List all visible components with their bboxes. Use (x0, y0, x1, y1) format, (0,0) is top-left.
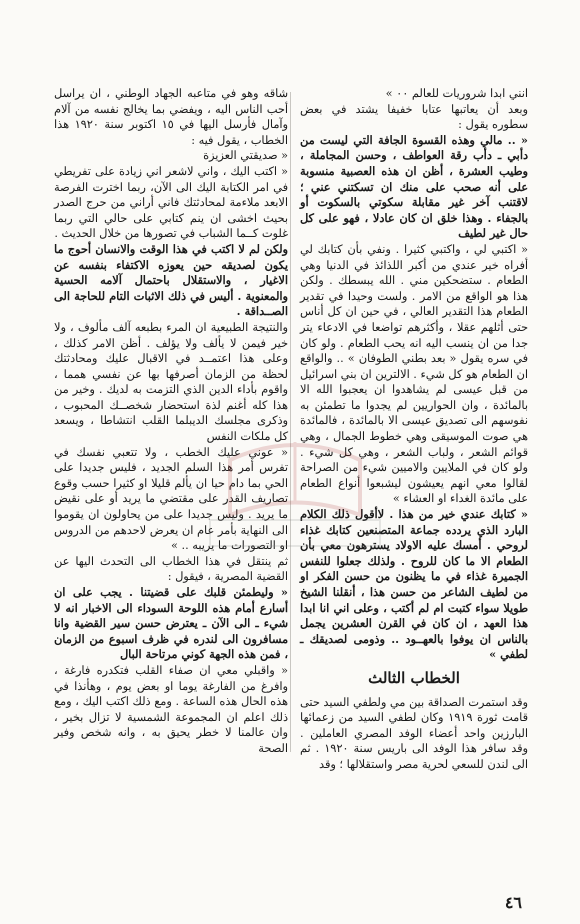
paragraph: ثم ينتقل في هذا الخطاب الى التحدث اليها عن القضية المصرية ، فيقول : (54, 554, 288, 584)
paragraph: وقد استمرت الصداقة بين مي ولطفي السيد حتى قامت ثورة ١٩١٩ وكان لطفي السيد من زعمائها البارزين واحد أعضاء الوفد المصري العاملين . وقد سافر هذا الوفد الى باريس سنة ١٩٢٠ . ثم الى لندن للسعي لحرية مصر واستقلالها ؛ وقد (300, 695, 528, 771)
page-number: ٤٦ (504, 893, 522, 912)
column-divider (290, 92, 291, 752)
paragraph: والنتيجة الطبيعية ان المرء بطبعه آلف مألوف ، ولا خير فيمن لا يألف ولا يؤلف . أظن الامر كذلك ، وعلى هذا اعتمــد في الاقبال عليك ومحادثتك لحظة من الزمان أصرفها بها عن نفسي همما ، واقوم بأداء الدين الذي التزمت به لديك . وخير من هذا كله أغنم لذة استحضار شخصــك المحبوب ، وذكرى مجلسك الديبلما القلب انتشاطا ، ويسعد كل ملكات النفس (54, 320, 288, 444)
paragraph: شاقه وهو في متاعبه الجهاد الوطني ، ان يراسل أحب الناس اليه ، ويفضي بما يخالج نفسه من آلام وآمال فأرسل اليها في ١٥ اكتوبر سنة ١٩٢٠ هذا الخطاب ، يقول فيه : (54, 87, 289, 147)
paragraph: « كتابك عندي خير من هذا . لاأقول ذلك الكلام البارد الذي يردده جماعة المتصنعين كتابك غذاء لروحي . أمسك عليه الاولاد يسترهون معي بأن الطعام الا ما كان للروح . ولذلك جعلوا للنفس الجميرة غذاء في ما يظنون من حسن الفكر او من لطيف الشاعر من حسن هذا ، أنقلنا الشيخ طويلا سواء كتبت ام لم أكتب ، وعلى اني انا ابدا هذا العهد ، ان كان في القرن العشرين يجمل بالناس ان يوفوا بالعهــود .. وذومى لصديقك ـ لطفي » (300, 507, 528, 662)
left-column (54, 86, 288, 762)
paragraph: وبعد أن يعاتبها عتابا خفيفا يشتد في بعض سطوره يقول : (300, 102, 528, 132)
paragraph: « .. مالي وهذه القسوة الجافة التي ليست من دأبي ـ دأب رقة العواطف ، وحسن المجاملة ، وطيب العشرة ، أظن ان هذه العصبية منسوبة على أنه صحب على منك ان تسكتني عني ؛ لاقتنب آخر غير مقابلة سكوتي بالسكوت أو بالجفاء . وهذا خلق ان كان عادلا ، فهو على كل حال غير لطيف (300, 132, 528, 241)
right-column-paragraphs (300, 86, 528, 663)
paragraph: انني ابدا شروريات للعالم ٠٠ » (385, 87, 528, 100)
paragraph: « صديقتي العزيزة (203, 149, 288, 163)
paragraph: « اكتبي لي ، واكتبي كثيرا . ونفي بأن كتابك لي أفراه خير عندي من أكبر اللذائذ في الدنيا وهي الطعام . ستضحكين مني . الله يبسطك . ولكن هذا هو الواقع من الامر . ولست وحيدا في تقدير الطعام هذا التقدير العالي ، في حين ان كل أناس حتى أثلهم عقلا ، وأكثرهم تواضعا في الادعاء يتر جدا من ان ينسب اليه انه يحب الطعام . ولو كان في سره يقول « بعد بطني الطوفان » .. والواقع ان الطعام هو كل شيء . الالترين ان بني اسرائيل من قبل عيسى لم يشاهدوا ان يعجبوا الله الا بالمائدة ، وان الحواريين لم يجدوا ما تطمئن به نفوسهم الى تصديق عيسى الا بالمائدة ، فالمائدة هي صوت الموسيقى وهي خطوط الجمال ، وهي قوائم الشعر ، ولباب الشعر ، وهي كل شيء . ولو كان في الملايين والاميين شيء من الصراحة لقالوا معي انهم يعيشون ليشبعوا أنواع الطعام على مائدة الغداء او العشاء » (300, 242, 528, 506)
paragraph: « عوني عليك الخطب ، ولا تتعبي نفسك في تفرس أمر هذا السلم الجديد ، فليس جديدا على الحي بما دام حيا ان يألم قليلا او كثيرا حسب وقوع تصاريف القدر على مقتضي ما يريد أو على نقيض ما يريد . وليس جديدا على من يحاولون ان يقوموا الى النهاية بأمر عام ان يعرض لاحدهم من الدروس او التصورات ما يريبه .. » (54, 445, 288, 553)
paragraph: « واقبلي معي ان صفاء القلب فتكدره فارغة ، وافرغ من الفارغة يوما او بعض يوم ، وهأنذا في هذه الحال هذه الساعة . ومع ذلك اكتب اليك ، ومع ذلك اعلم ان المجموعة الشمسية لا تزال بخير ، وان عالمنا لا خطر يحيق به ، وانه شخص وفير الصحة (54, 663, 288, 755)
paragraph: « وليطمئن قلبك على قضيتنا . يجب على ان أسارع أمام هذه اللوحة السوداء الى الاخبار انه لا شيء ـ الى الآن ـ يعترض حسن سير القضية وانا مسافرون الى لندره في ظرف اسبوع من الزمان ، فمن هذه الجهة كوني مرتاحة البال (54, 585, 288, 662)
paragraph: ولكن لم لا اكتب في هذا الوقت والانسان أحوج ما يكون لصديقه حين يعوزه الاكتفاء بنفسه عن الاغيار ، والاستقلال باحتمال آلامه الحسية والمعنوية . أليس في ذلك الاثبات التام للحاجة الى الصــداقة . (54, 241, 288, 319)
paragraph: « اكتب اليك ، واني لاشعر اني زيادة على تفريطي في امر الكتابة اليك الى الآن، ربما اخترت الفرصة الابعد ملاءمة لمحادثتك فاني أراني من حرج الصدر بحيث اخشى ان ينم كتابي على حالي التي ربما غلوت كــما الشباب في تصورها من خلال الحديث . (54, 164, 288, 241)
right-column (300, 86, 528, 771)
section-heading: الخطاب الثالث (368, 668, 460, 687)
left-column-paragraphs (54, 86, 288, 757)
right-column-after-heading (300, 695, 528, 773)
